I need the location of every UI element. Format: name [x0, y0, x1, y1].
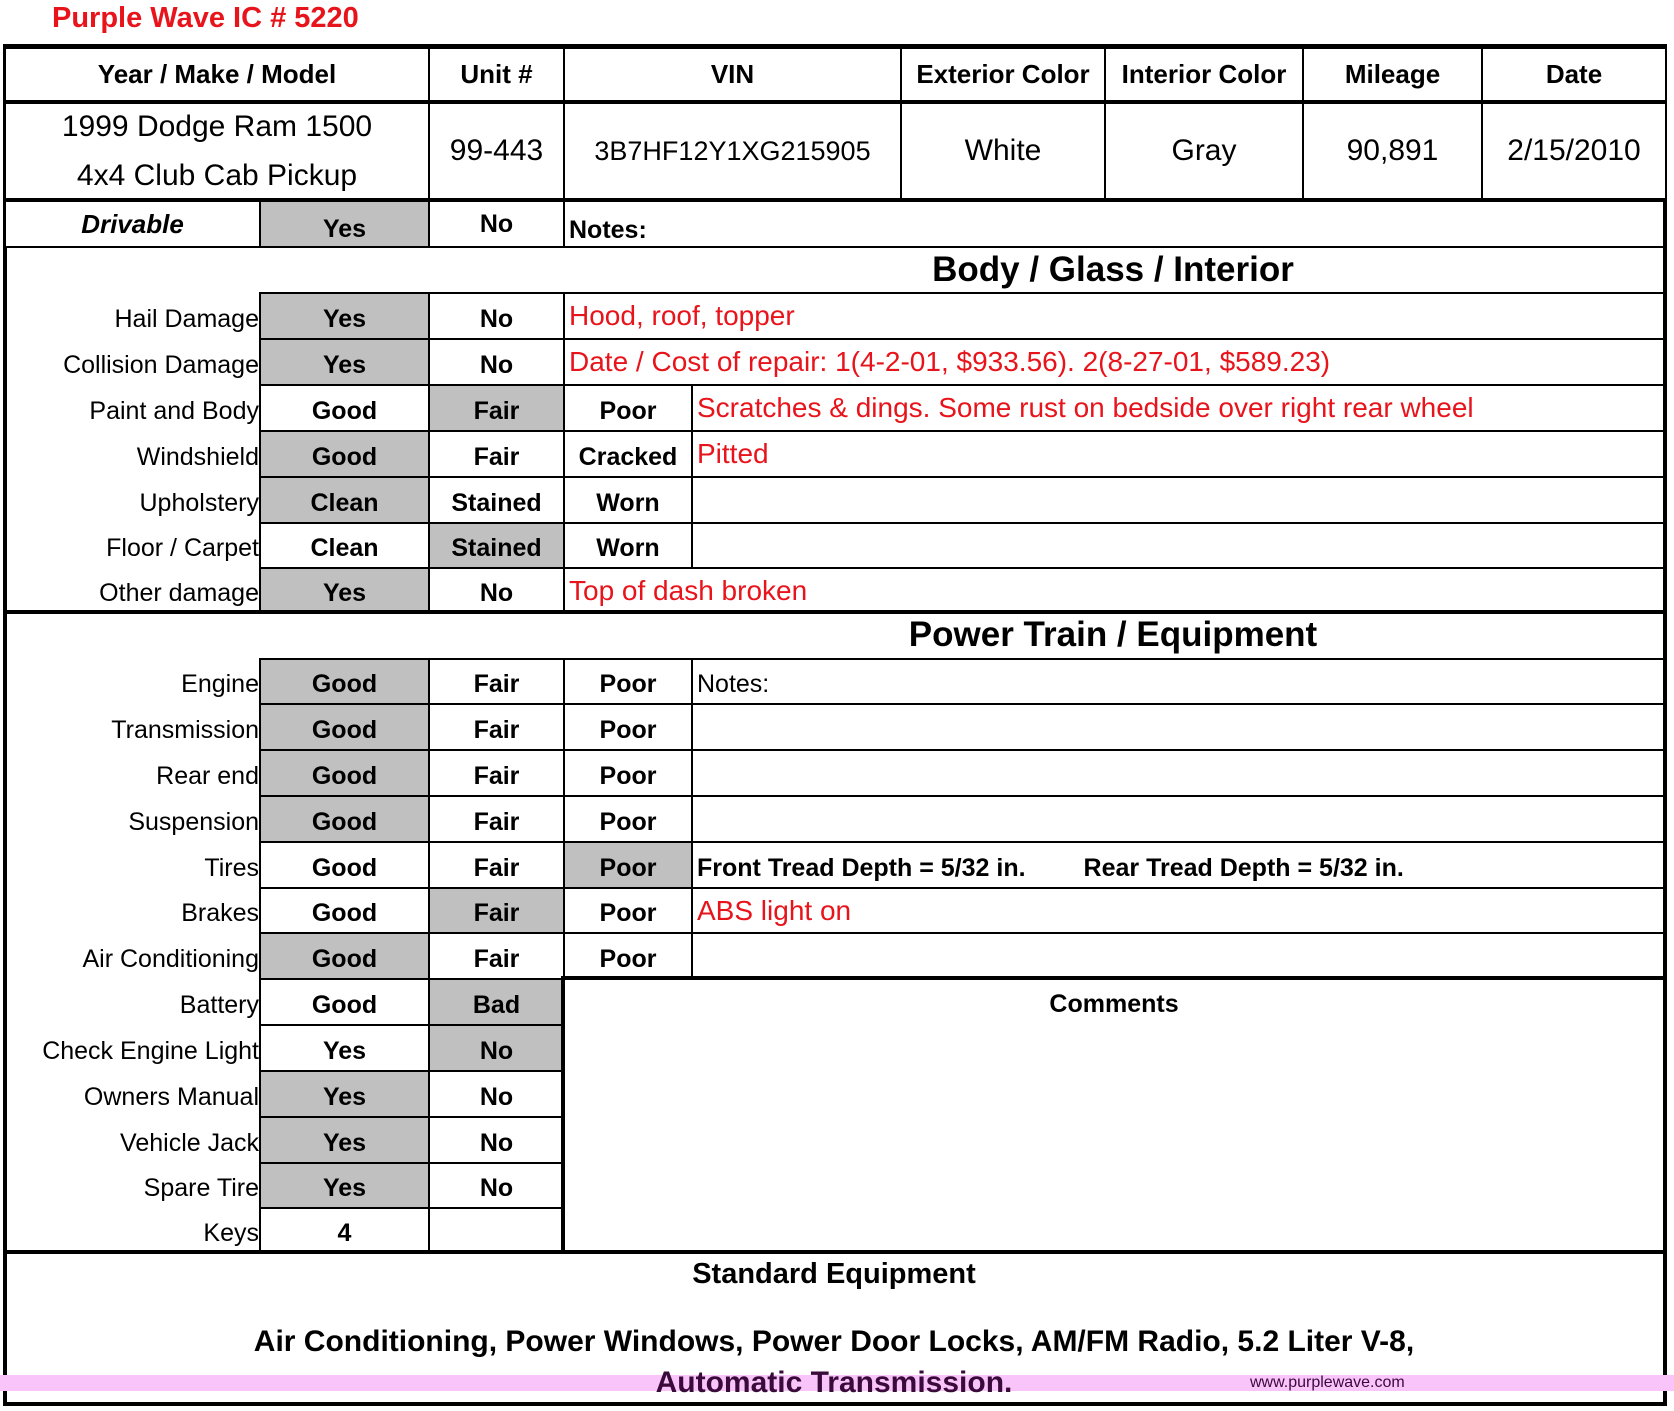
power-option-good[interactable]: Good — [259, 658, 430, 705]
column-header-vin: VIN — [563, 45, 902, 104]
equipment-label-owners-manual: Owners Manual — [83, 1082, 259, 1111]
keys-count[interactable]: 4 — [259, 1207, 430, 1254]
watermark-text: www.purplewave.com — [1250, 1374, 1405, 1391]
power-option-good[interactable]: Good — [259, 841, 430, 889]
body-option-good[interactable]: Good — [259, 384, 430, 432]
interior-color-value: Gray — [1104, 102, 1304, 202]
column-header-unit: Unit # — [428, 45, 565, 104]
mileage-value: 90,891 — [1302, 102, 1483, 202]
rear-tread-depth: Rear Tread Depth = 5/32 in. — [1083, 853, 1404, 882]
power-option-poor[interactable]: Poor — [563, 887, 693, 934]
power-note[interactable] — [691, 703, 1665, 751]
power-label-rear-end: Rear end — [156, 761, 259, 790]
year-make-model-line: 1999 Dodge Ram 1500 — [61, 110, 373, 143]
equipment-option-no[interactable]: No — [428, 1024, 565, 1072]
body-note[interactable] — [691, 522, 1665, 569]
power-option-good[interactable]: Good — [259, 703, 430, 751]
equipment-option-no[interactable]: No — [428, 1070, 565, 1118]
equipment-option-yes[interactable]: Yes — [259, 1162, 430, 1209]
section-divider — [3, 610, 1667, 614]
section-title-power: Power Train / Equipment — [908, 615, 1318, 654]
date-value: 2/15/2010 — [1481, 102, 1667, 202]
body-option-clean[interactable]: Clean — [259, 522, 430, 569]
body-note[interactable]: Hood, roof, topper — [563, 292, 1665, 340]
body-option-yes[interactable]: Yes — [259, 338, 430, 386]
standard-equipment-line: Automatic Transmission. — [655, 1366, 1013, 1399]
column-header-interior-color: Interior Color — [1104, 45, 1304, 104]
power-note[interactable] — [691, 749, 1665, 797]
body-option-yes[interactable]: Yes — [259, 567, 430, 614]
power-option-poor[interactable]: Poor — [563, 932, 693, 980]
body-option-worn[interactable]: Worn — [563, 476, 693, 524]
power-label-brakes: Brakes — [181, 899, 259, 927]
body-note[interactable]: Top of dash broken — [563, 567, 1665, 614]
power-label-suspension: Suspension — [128, 807, 259, 836]
equipment-option-good[interactable]: Good — [259, 978, 430, 1026]
body-option-no[interactable]: No — [428, 567, 565, 614]
power-option-good[interactable]: Good — [259, 932, 430, 980]
power-option-poor[interactable]: Poor — [563, 658, 693, 705]
power-option-fair[interactable]: Fair — [428, 841, 565, 889]
power-option-good[interactable]: Good — [259, 887, 430, 934]
equipment-option-no[interactable]: No — [428, 1116, 565, 1164]
column-header-mileage: Mileage — [1302, 45, 1483, 104]
power-label-engine: Engine — [181, 670, 259, 698]
unit-value: 99-443 — [428, 102, 565, 202]
equipment-option-no[interactable]: No — [428, 1162, 565, 1209]
drivable-notes-label[interactable]: Notes: — [563, 200, 1665, 248]
equipment-label-spare-tire: Spare Tire — [143, 1174, 259, 1202]
power-option-poor[interactable]: Poor — [563, 841, 693, 889]
keys-empty-cell — [428, 1207, 563, 1254]
body-option-cracked[interactable]: Cracked — [563, 430, 693, 478]
comments-box[interactable] — [561, 976, 1667, 1254]
column-header-exterior-color: Exterior Color — [900, 45, 1106, 104]
front-tread-depth: Front Tread Depth = 5/32 in. — [697, 853, 1026, 882]
year-make-model-value — [4, 102, 430, 202]
drivable-label: Drivable — [4, 200, 261, 248]
body-option-stained[interactable]: Stained — [428, 476, 565, 524]
standard-equipment-line: Air Conditioning, Power Windows, Power Door Locks, AM/FM Radio, 5.2 Liter V-8, — [253, 1325, 1415, 1358]
power-option-poor[interactable]: Poor — [563, 795, 693, 843]
body-label-floor-carpet: Floor / Carpet — [106, 534, 259, 562]
body-option-no[interactable]: No — [428, 292, 565, 340]
comments-title: Comments — [1049, 990, 1179, 1018]
equipment-label-battery: Battery — [179, 990, 259, 1019]
power-option-poor[interactable]: Poor — [563, 749, 693, 797]
body-option-fair[interactable]: Fair — [428, 384, 565, 432]
power-note[interactable]: ABS light on — [691, 887, 1665, 934]
power-option-fair[interactable]: Fair — [428, 658, 565, 705]
body-note[interactable]: Scratches & dings. Some rust on bedside over right rear wheel — [691, 384, 1665, 432]
power-label-tires: Tires — [204, 853, 259, 882]
report-title: Purple Wave IC # 5220 — [52, 2, 359, 34]
power-option-fair[interactable]: Fair — [428, 749, 565, 797]
body-label-windshield: Windshield — [136, 442, 259, 471]
body-option-worn[interactable]: Worn — [563, 522, 693, 569]
body-option-poor[interactable]: Poor — [563, 384, 693, 432]
equipment-option-yes[interactable]: Yes — [259, 1116, 430, 1164]
year-make-model-line: 4x4 Club Cab Pickup — [76, 159, 358, 192]
equipment-option-bad[interactable]: Bad — [428, 978, 565, 1026]
body-option-yes[interactable]: Yes — [259, 292, 430, 340]
body-label-hail-damage: Hail Damage — [114, 304, 259, 333]
power-option-fair[interactable]: Fair — [428, 795, 565, 843]
body-note[interactable]: Pitted — [691, 430, 1665, 478]
section-divider — [3, 1250, 1667, 1254]
power-option-fair[interactable]: Fair — [428, 887, 565, 934]
column-header-date: Date — [1481, 45, 1667, 104]
exterior-color-value: White — [900, 102, 1106, 202]
body-option-clean[interactable]: Clean — [259, 476, 430, 524]
power-note[interactable] — [691, 932, 1665, 980]
power-option-good[interactable]: Good — [259, 795, 430, 843]
power-note[interactable]: Notes: — [691, 658, 1665, 705]
vin-value: 3B7HF12Y1XG215905 — [563, 102, 902, 202]
drivable-option-yes[interactable]: Yes — [259, 200, 430, 248]
equipment-label-keys: Keys — [203, 1219, 259, 1247]
power-option-fair[interactable]: Fair — [428, 703, 565, 751]
body-note[interactable]: Date / Cost of repair: 1(4-2-01, $933.56). 2(8-27-01, $589.23) — [563, 338, 1665, 386]
equipment-option-yes[interactable]: Yes — [259, 1024, 430, 1072]
section-title-body: Body / Glass / Interior — [932, 250, 1294, 289]
equipment-label-vehicle-jack: Vehicle Jack — [120, 1128, 259, 1157]
power-note[interactable] — [691, 841, 1665, 889]
equipment-label-check-engine-light: Check Engine Light — [42, 1036, 259, 1065]
body-option-no[interactable]: No — [428, 338, 565, 386]
power-option-fair[interactable]: Fair — [428, 932, 565, 980]
body-label-upholstery: Upholstery — [139, 488, 259, 517]
body-option-stained[interactable]: Stained — [428, 522, 565, 569]
equipment-option-yes[interactable]: Yes — [259, 1070, 430, 1118]
body-option-good[interactable]: Good — [259, 430, 430, 478]
standard-equipment-title: Standard Equipment — [692, 1258, 976, 1290]
body-label-collision-damage: Collision Damage — [63, 350, 259, 379]
body-note[interactable] — [691, 476, 1665, 524]
power-note[interactable] — [691, 795, 1665, 843]
power-label-air-conditioning: Air Conditioning — [82, 944, 259, 973]
body-label-paint-and-body: Paint and Body — [89, 396, 259, 425]
power-option-poor[interactable]: Poor — [563, 703, 693, 751]
power-label-transmission: Transmission — [111, 715, 259, 744]
power-option-good[interactable]: Good — [259, 749, 430, 797]
drivable-option-no[interactable]: No — [428, 200, 565, 248]
body-option-fair[interactable]: Fair — [428, 430, 565, 478]
column-header-year-make-model: Year / Make / Model — [4, 45, 430, 104]
body-label-other-damage: Other damage — [99, 579, 259, 607]
